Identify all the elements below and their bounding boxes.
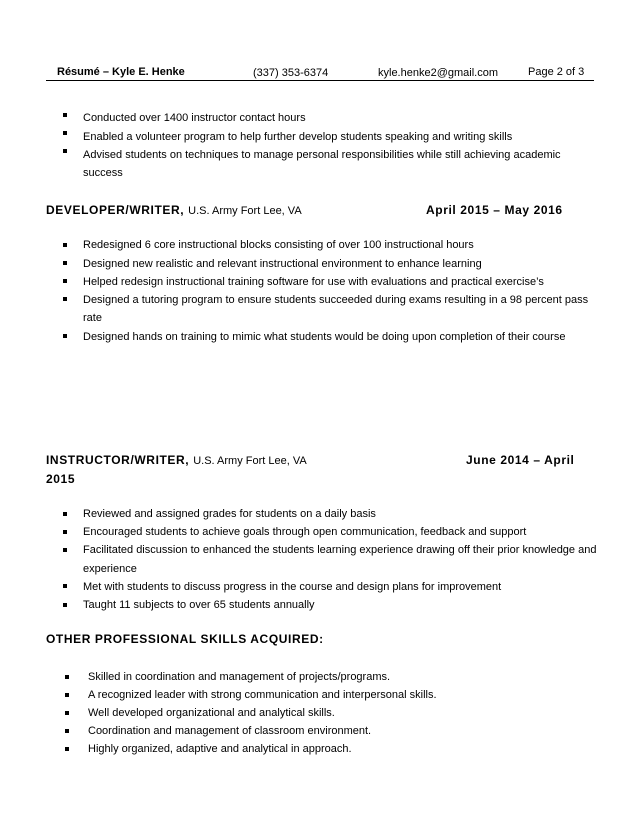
bullet-icon [65, 711, 69, 715]
bullet-icon [63, 131, 67, 135]
bullet-icon [63, 297, 67, 301]
page-number: Page 2 of 3 [528, 66, 585, 78]
list-item: Redesigned 6 core instructional blocks consisting of over 100 instructional hours [83, 239, 474, 251]
job-title: INSTRUCTOR/WRITER, [46, 453, 190, 467]
list-item: Conducted over 1400 instructor contact hours [83, 112, 306, 124]
list-item: Taught 11 subjects to over 65 students annually [83, 599, 315, 611]
bullet-icon [65, 675, 69, 679]
list-item: Reviewed and assigned grades for students on a daily basis [83, 508, 376, 520]
list-item: Met with students to discuss progress in the course and design plans for improvement [83, 581, 502, 593]
list-item: Facilitated discussion to enhanced the students learning experience drawing off their prior knowledge and [83, 544, 597, 556]
list-item: Encouraged students to achieve goals through open communication, feedback and support [83, 526, 527, 538]
list-item-continued: success [83, 167, 123, 179]
bullet-icon [63, 548, 67, 552]
job-heading [46, 203, 302, 217]
bullet-icon [65, 747, 69, 751]
resume-name: Résumé – Kyle E. Henke [57, 66, 185, 78]
bullet-icon [63, 334, 67, 338]
job-title: DEVELOPER/WRITER, [46, 203, 185, 217]
bullet-icon [63, 530, 67, 534]
list-item: Advised students on techniques to manage personal responsibilities while still achieving academic [83, 149, 561, 161]
job-dates: April 2015 – May 2016 [426, 203, 563, 217]
list-item: Designed new realistic and relevant instructional environment to enhance learning [83, 258, 482, 270]
bullet-icon [63, 603, 67, 607]
email-address: kyle.henke2@gmail.com [378, 67, 498, 79]
list-item: Helped redesign instructional training software for use with evaluations and practical exercise’s [83, 276, 544, 288]
list-item: Designed a tutoring program to ensure students succeeded during exams resulting in a 98 percent pass [83, 294, 589, 306]
list-item: Well developed organizational and analytical skills. [88, 707, 335, 719]
bullet-icon [63, 279, 67, 283]
list-item: A recognized leader with strong communication and interpersonal skills. [88, 689, 437, 701]
header-divider [46, 80, 594, 81]
job-organization: U.S. Army Fort Lee, VA [193, 455, 307, 467]
list-item: Enabled a volunteer program to help further develop students speaking and writing skills [83, 131, 513, 143]
job-heading [46, 453, 307, 467]
section-heading: OTHER PROFESSIONAL SKILLS ACQUIRED: [46, 632, 324, 646]
bullet-icon [65, 693, 69, 697]
phone-number: (337) 353-6374 [253, 67, 329, 79]
job-dates: June 2014 – April [466, 453, 575, 467]
list-item: Highly organized, adaptive and analytical in approach. [88, 743, 352, 755]
bullet-icon [63, 584, 67, 588]
list-item: Designed hands on training to mimic what students would be doing upon completion of their course [83, 331, 566, 343]
list-item-continued: experience [83, 563, 137, 575]
bullet-icon [63, 243, 67, 247]
list-item: Coordination and management of classroom environment. [88, 725, 372, 737]
bullet-icon [65, 729, 69, 733]
bullet-icon [63, 149, 67, 153]
bullet-icon [63, 113, 67, 117]
job-dates-continued: 2015 [46, 472, 76, 486]
list-item: Skilled in coordination and management of projects/programs. [88, 671, 391, 683]
job-organization: U.S. Army Fort Lee, VA [188, 205, 302, 217]
bullet-icon [63, 261, 67, 265]
list-item-continued: rate [83, 312, 102, 324]
bullet-icon [63, 512, 67, 516]
